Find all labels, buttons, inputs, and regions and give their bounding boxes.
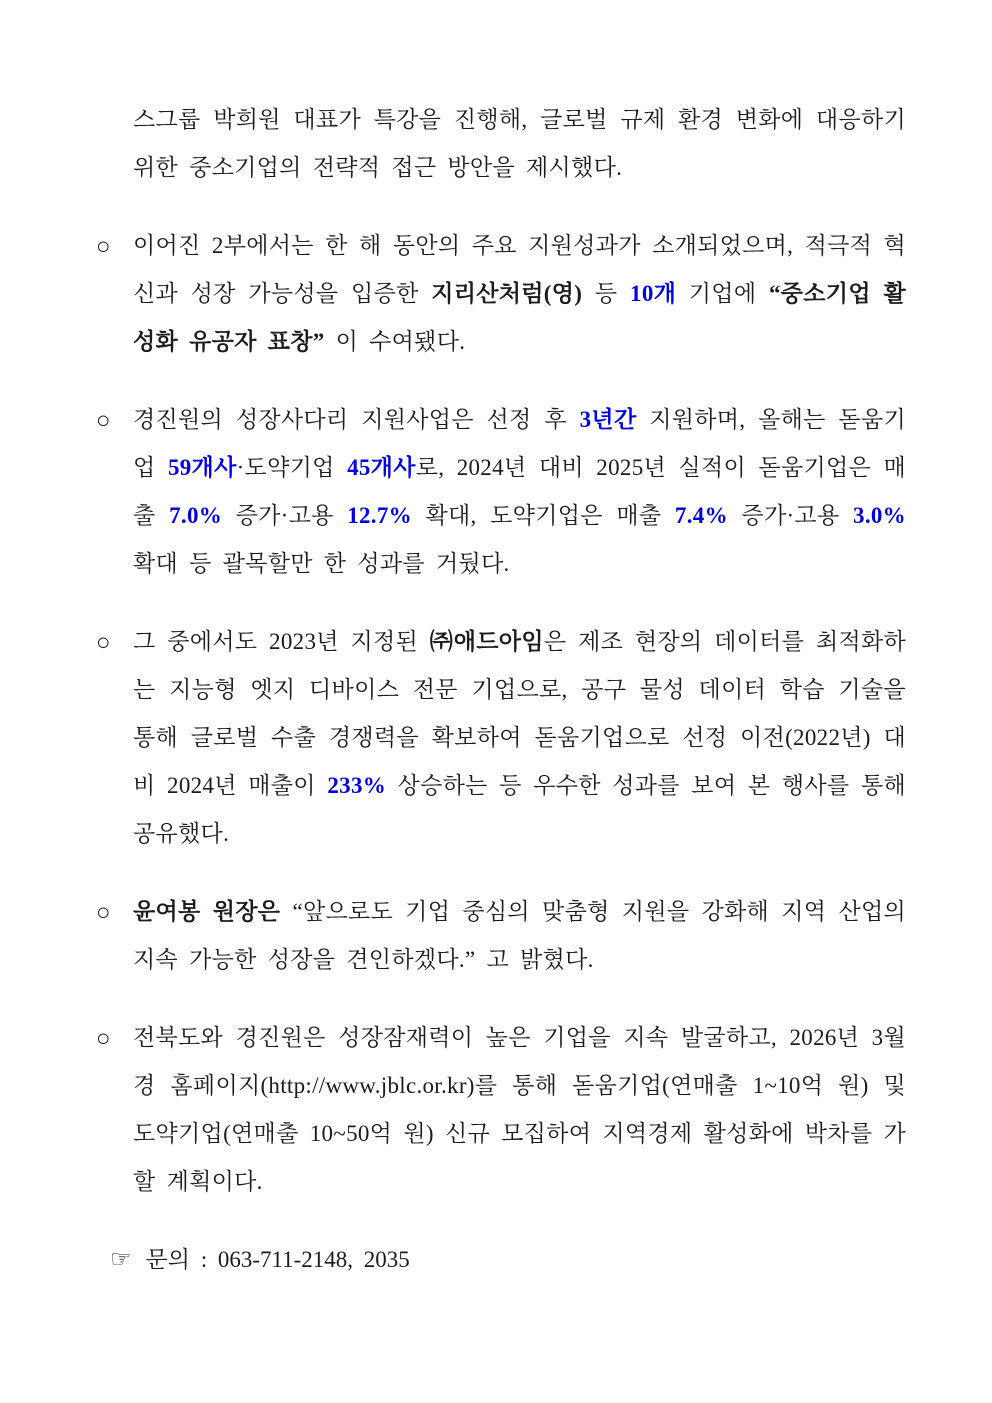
text-run: 10개: [630, 281, 677, 306]
paragraph: [96, 888, 906, 984]
paragraph: [96, 1014, 906, 1206]
text-run: “중소기업 활성화 유공자 표창”: [133, 281, 906, 354]
text-run: 그 중에서도 2023년 지정된: [133, 629, 430, 654]
pointing-hand-icon: ☞: [110, 1247, 132, 1273]
text-run: 기업에: [676, 281, 769, 306]
text-run: ·도약기업: [236, 455, 348, 480]
text-run: 등: [582, 281, 631, 306]
text-run: 59개사: [167, 455, 237, 480]
text-run: 전북도와 경진원은 성장잠재력이 높은 기업을 지속 발굴하고, 2026년 3월경 홈페이지(http://www.jblc.or.kr)를 통해 돋움기업(연매출 1~10억 원) 및 도약기업(연매출 10~50억 원) 신규 모집하여 지역경제 활성화에 박차를 가할 계획이다.: [133, 1025, 906, 1194]
circle-bullet-icon: ○: [96, 1026, 111, 1052]
text-run: 은 제조 현장의 데이터를 최적화하는 지능형 엣지 디바이스 전문 기업으로, 공구 물성 데이터 학습 기술을 통해 글로벌 수출 경쟁력을 확보하여 돋움기업으로 선정 이전(2022년) 대비 2024년 매출이: [133, 629, 907, 798]
text-run: 3년간: [579, 407, 637, 432]
text-run: 45개사: [347, 455, 416, 480]
text-run: 233%: [327, 773, 387, 798]
paragraph: [96, 96, 906, 192]
text-run: 경진원의 성장사다리 지원사업은 선정 후: [133, 407, 580, 432]
text-run: 3.0%: [853, 503, 906, 528]
circle-bullet-icon: ○: [96, 900, 111, 926]
text-run: 12.7%: [347, 503, 412, 528]
circle-bullet-icon: ○: [96, 408, 111, 434]
contact-line: [96, 1236, 906, 1284]
paragraph: [96, 222, 906, 366]
paragraph: [96, 618, 906, 858]
text-run: 7.4%: [674, 503, 728, 528]
circle-bullet-icon: ○: [96, 630, 111, 656]
text-run: 윤여봉 원장은: [133, 899, 281, 924]
text-run: 지리산처럼(영): [431, 281, 583, 306]
contact-text: 문의 : 063-711-2148, 2035: [145, 1247, 410, 1272]
text-run: 증가·고용: [727, 503, 854, 528]
text-run: ㈜애드아임: [429, 629, 544, 654]
text-run: “앞으로도 기업 중심의 맞춤형 지원을 강화해 지역 산업의 지속 가능한 성장을 견인하겠다.” 고 밝혔다.: [133, 899, 906, 972]
text-run: 증가·고용: [222, 503, 348, 528]
text-run: 로, 2024년 대비 2025년 실적이 돋움기업은 매출: [133, 455, 906, 528]
text-run: 상승하는 등 우수한 성과를 보여 본 행사를 통해 공유했다.: [133, 773, 906, 846]
paragraph: [96, 396, 906, 588]
circle-bullet-icon: ○: [96, 234, 111, 260]
text-run: 스그룹 박희원 대표가 특강을 진행해, 글로벌 규제 환경 변화에 대응하기 위한 중소기업의 전략적 접근 방안을 제시했다.: [133, 107, 906, 180]
text-run: 이어진 2부에서는 한 해 동안의 주요 지원성과가 소개되었으며, 적극적 혁신과 성장 가능성을 입증한: [133, 233, 906, 306]
text-run: 7.0%: [169, 503, 223, 528]
document-body: [96, 96, 906, 1206]
text-run: 이 수여됐다.: [324, 329, 466, 354]
text-run: 확대, 도약기업은 매출: [411, 503, 675, 528]
text-run: 확대 등 괄목할만 한 성과를 거뒀다.: [133, 551, 510, 576]
text-run: 지원하며, 올해는 돋움기업: [133, 407, 906, 480]
